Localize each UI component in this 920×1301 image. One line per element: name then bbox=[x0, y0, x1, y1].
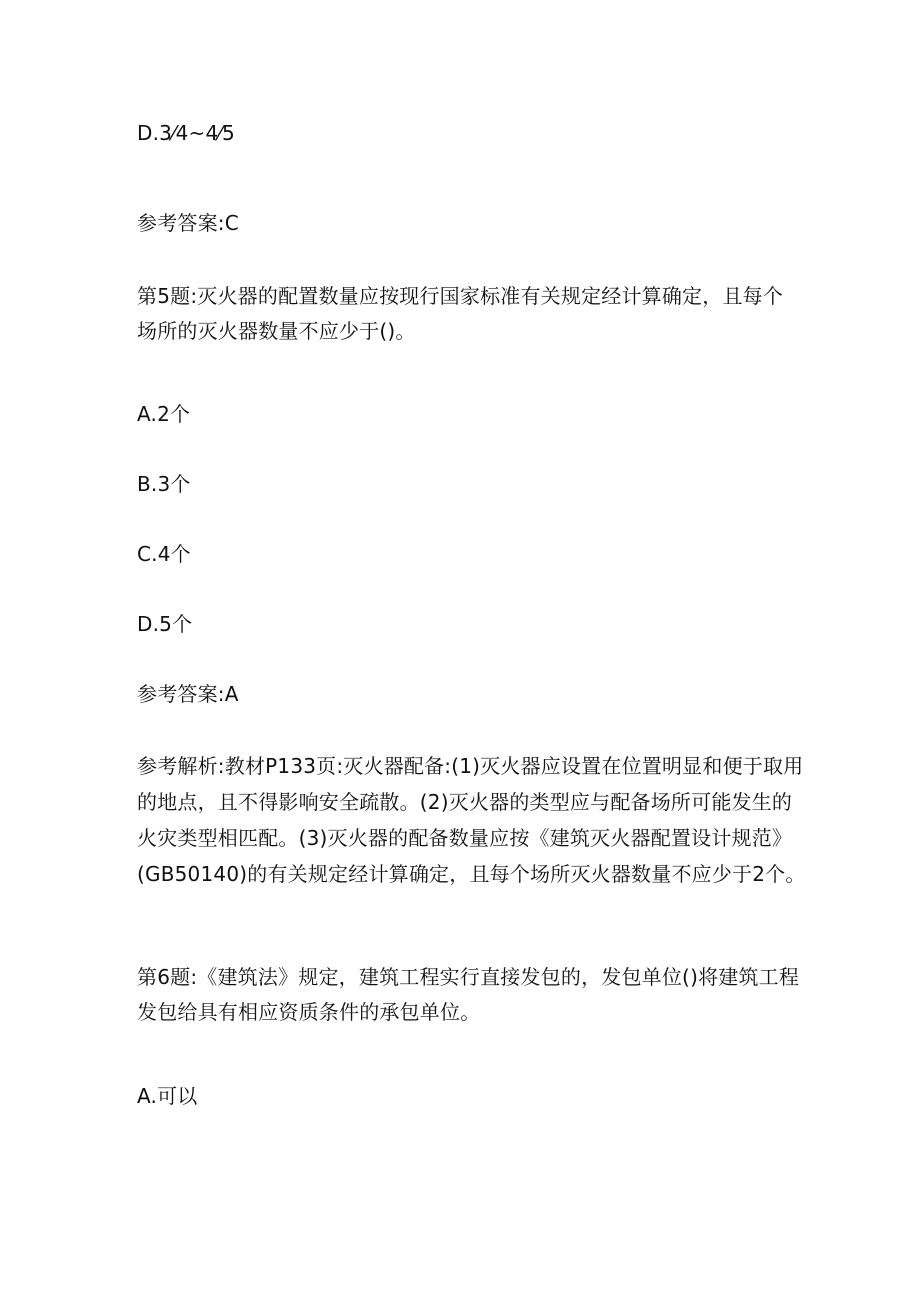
q6-stem-line: 第6题:《建筑法》规定，建筑工程实行直接发包的，发包单位()将建筑工程 bbox=[137, 965, 800, 989]
q6-option-a: A.可以 bbox=[137, 1084, 198, 1108]
q5-analysis bbox=[137, 748, 806, 892]
q5-analysis-line: 参考解析:教材P133页:灭火器配备:(1)灭火器应设置在位置明显和便于取用 bbox=[137, 754, 804, 778]
q5-analysis-line: 的地点，且不得影响安全疏散。(2)灭火器的类型应与配备场所可能发生的 bbox=[137, 790, 793, 814]
q6-stem bbox=[137, 960, 800, 1030]
q5-stem bbox=[137, 279, 787, 349]
prev-option-d: D.3⁄4~4⁄5 bbox=[137, 121, 235, 145]
q5-stem-line: 第5题:灭火器的配置数量应按现行国家标准有关规定经计算确定，且每个 bbox=[137, 284, 784, 308]
q5-option-b: B.3个 bbox=[137, 472, 191, 496]
q5-option-a: A.2个 bbox=[137, 402, 191, 426]
q5-stem-line: 场所的灭火器数量不应少于()。 bbox=[137, 319, 416, 343]
q5-analysis-line: (GB50140)的有关规定经计算确定，且每个场所灭火器数量不应少于2个。 bbox=[137, 862, 806, 886]
prev-answer: 参考答案:C bbox=[137, 211, 239, 235]
q5-option-d: D.5个 bbox=[137, 612, 193, 636]
q5-answer: 参考答案:A bbox=[137, 682, 239, 706]
q5-analysis-line: 火灾类型相匹配。(3)灭火器的配备数量应按《建筑灭火器配置设计规范》 bbox=[137, 826, 793, 850]
q5-option-c: C.4个 bbox=[137, 542, 191, 566]
q6-stem-line: 发包给具有相应资质条件的承包单位。 bbox=[137, 1000, 481, 1024]
